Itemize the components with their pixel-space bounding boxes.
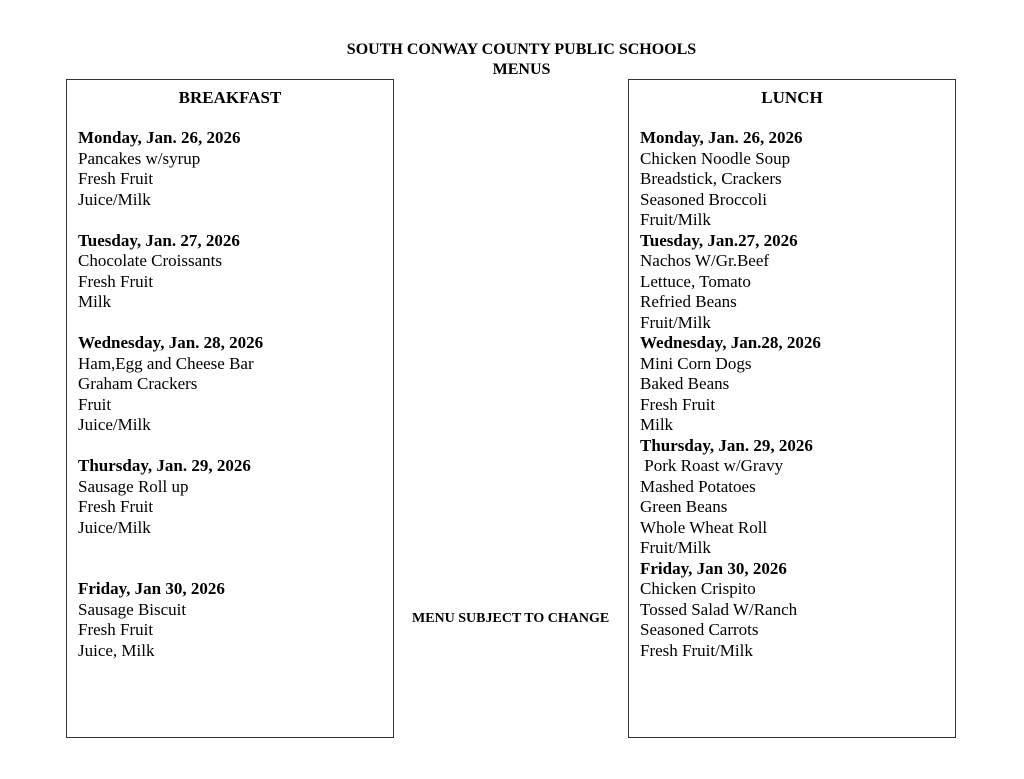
- day-date: Monday, Jan. 26, 2026: [640, 128, 803, 147]
- menu-item: Fruit/Milk: [640, 312, 711, 332]
- day-date: Tuesday, Jan.27, 2026: [640, 230, 798, 250]
- menu-item: Juice/Milk: [78, 189, 151, 209]
- menu-item: Fresh Fruit: [78, 497, 154, 516]
- menu-item: Juice/Milk: [78, 415, 151, 434]
- menu-item: Sausage Biscuit: [78, 599, 187, 619]
- day-date: Wednesday, Jan. 28, 2026: [78, 333, 264, 352]
- menu-item: Pancakes w/syrup: [78, 148, 201, 168]
- lunch-days: [640, 128, 949, 661]
- menu-item: Refried Beans: [640, 292, 737, 311]
- lunch-day-wednesday: [640, 333, 949, 436]
- menu-item: Tossed Salad W/Ranch: [640, 599, 798, 619]
- menus-title: MENUS: [492, 61, 551, 78]
- menu-item: Chicken Noodle Soup: [640, 148, 791, 168]
- day-date: Thursday, Jan. 29, 2026: [640, 435, 813, 455]
- lunch-day-friday: [640, 559, 949, 662]
- menu-item: Ham,Egg and Cheese Bar: [78, 353, 254, 373]
- lunch-day-thursday: [640, 436, 949, 559]
- lunch-title: LUNCH: [761, 88, 823, 107]
- menu-item: Fresh Fruit/Milk: [640, 640, 753, 660]
- menu-item: Sausage Roll up: [78, 476, 189, 496]
- menu-item: Chicken Crispito: [640, 579, 756, 598]
- menu-item: Baked Beans: [640, 374, 730, 393]
- menu-item: Fresh Fruit: [78, 271, 154, 291]
- menu-item: Chocolate Croissants: [78, 251, 223, 270]
- lunch-day-tuesday: [640, 231, 949, 334]
- menu-item: Pork Roast w/Gravy: [640, 456, 784, 475]
- menu-item: Seasoned Broccoli: [640, 189, 767, 209]
- breakfast-day-wednesday: [78, 333, 387, 436]
- menu-item: Whole Wheat Roll: [640, 517, 768, 537]
- lunch-menu-box: [628, 79, 956, 738]
- menu-item: Juice, Milk: [78, 640, 155, 660]
- menu-item: Milk: [78, 292, 112, 311]
- breakfast-day-monday: [78, 128, 387, 210]
- day-date: Friday, Jan 30, 2026: [640, 558, 787, 578]
- breakfast-title: BREAKFAST: [178, 88, 282, 107]
- breakfast-days: [78, 128, 387, 682]
- menu-item: Graham Crackers: [78, 374, 198, 393]
- menu-item: Milk: [640, 415, 674, 434]
- menu-item: Fruit: [78, 394, 112, 414]
- day-date: Tuesday, Jan. 27, 2026: [78, 230, 240, 250]
- day-date: Wednesday, Jan.28, 2026: [640, 333, 821, 352]
- menu-item: Fresh Fruit: [78, 620, 154, 639]
- document-header: [0, 40, 1024, 80]
- breakfast-day-friday: [78, 579, 387, 661]
- day-date: Monday, Jan. 26, 2026: [78, 128, 241, 147]
- menu-item: Mini Corn Dogs: [640, 353, 752, 373]
- lunch-day-monday: [640, 128, 949, 231]
- breakfast-day-thursday: [78, 456, 387, 538]
- menu-item: Fresh Fruit: [640, 394, 716, 414]
- menu-item: Fruit/Milk: [640, 210, 711, 229]
- menu-item: Nachos W/Gr.Beef: [640, 251, 770, 270]
- menu-item: Green Beans: [640, 497, 728, 516]
- day-date: Thursday, Jan. 29, 2026: [78, 456, 251, 475]
- menu-change-notice: MENU SUBJECT TO CHANGE: [412, 611, 610, 626]
- menu-item: Fresh Fruit: [78, 169, 154, 188]
- district-title: SOUTH CONWAY COUNTY PUBLIC SCHOOLS: [346, 41, 697, 58]
- menu-item: Seasoned Carrots: [640, 620, 759, 639]
- menu-item: Mashed Potatoes: [640, 476, 756, 496]
- day-date: Friday, Jan 30, 2026: [78, 579, 225, 598]
- menu-item: Fruit/Milk: [640, 538, 711, 557]
- breakfast-menu-box: [66, 79, 394, 738]
- menu-item: Breadstick, Crackers: [640, 169, 782, 188]
- menu-item: Lettuce, Tomato: [640, 271, 751, 291]
- breakfast-day-tuesday: [78, 231, 387, 313]
- menu-item: Juice/Milk: [78, 517, 151, 537]
